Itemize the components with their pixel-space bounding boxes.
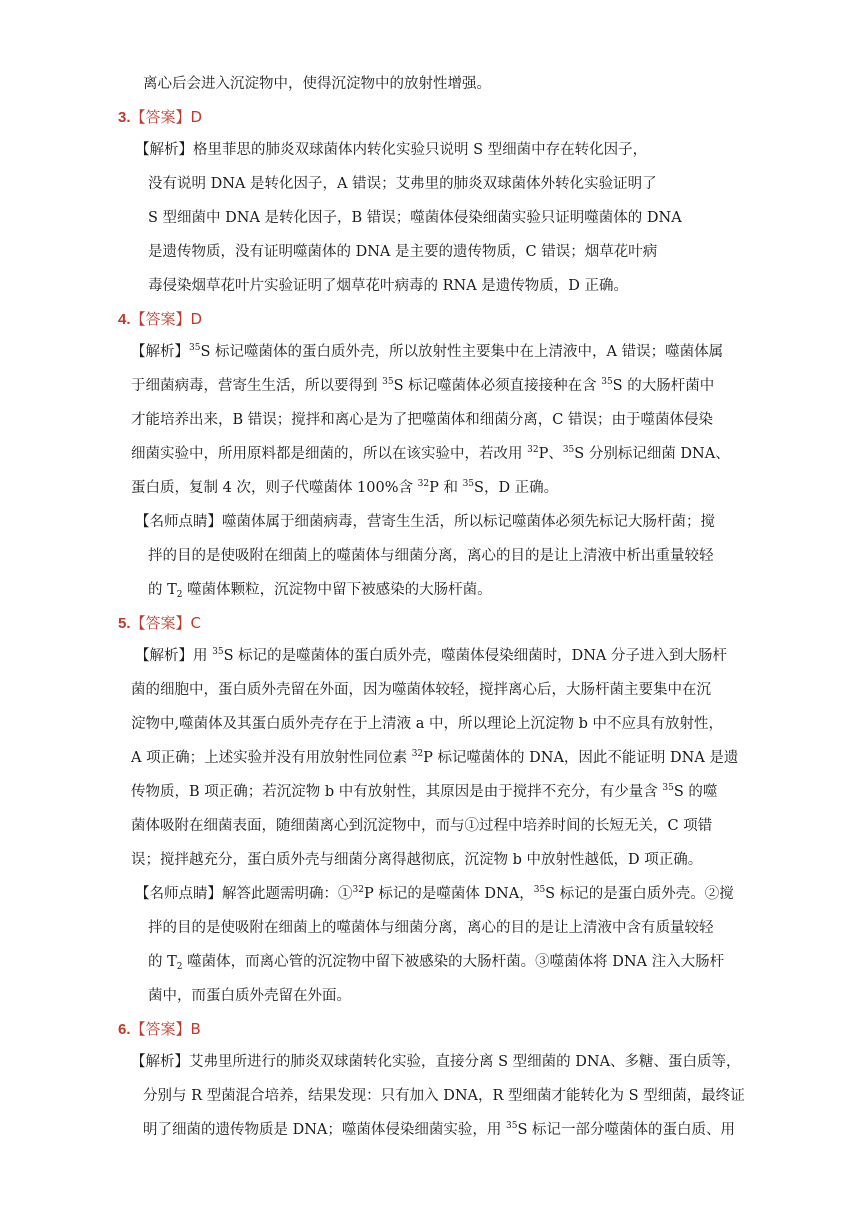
explanation-line: 【解析】格里菲思的肺炎双球菌体内转化实验只说明 S 型细菌中存在转化因子， bbox=[135, 142, 648, 158]
explanation-line: 传物质，B 项正确；若沉淀物 b 中有放射性，其原因是由于搅拌不充分，有少量含 $^{35}$S 的噬 bbox=[131, 783, 718, 800]
explanation-line: A 项正确；上述实验并没有用放射性同位素 $^{32}$P 标记噬菌体的 DNA，因此不能证明 DNA 是遗 bbox=[131, 749, 739, 766]
tip-line: 的 $T_2$ 噬菌体颗粒，沉淀物中留下被感染的大肠杆菌。 bbox=[148, 582, 492, 600]
answer-heading-4: 4.【答案】D bbox=[118, 310, 203, 328]
explanation-line: 毒侵染烟草花叶片实验证明了烟草花叶病毒的 RNA 是遗传物质，D 正确。 bbox=[148, 278, 629, 294]
explanation-line: 才能培养出来，B 错误；搅拌和离心是为了把噬菌体和细菌分离，C 错误；由于噬菌体侵染 bbox=[131, 412, 713, 428]
explanation-line: S 型细菌中 DNA 是转化因子，B 错误；噬菌体侵染细菌实验只证明噬菌体的 DNA bbox=[148, 210, 682, 226]
explanation-line: 菌的细胞中，蛋白质外壳留在外面，因为噬菌体较轻，搅拌离心后，大肠杆菌主要集中在沉 bbox=[131, 682, 711, 698]
tip-line: 【名师点睛】解答此题需明确：①$^{32}$P 标记的是噬菌体 DNA，$^{35}$S 标记的是蛋白质外壳。②搅 bbox=[135, 885, 734, 902]
explanation-line: 细菌实验中，所用原料都是细菌的，所以在该实验中，若改用 $^{32}$P、$^{35}$S 分别标记细菌 DNA、 bbox=[131, 445, 730, 462]
tip-line: 拌的目的是使吸附在细菌上的噬菌体与细菌分离，离心的目的是让上清液中析出重量较轻 bbox=[148, 548, 714, 564]
answer-heading-6: 6.【答案】B bbox=[118, 1020, 201, 1038]
explanation-line: 【解析】艾弗里所进行的肺炎双球菌转化实验，直接分离 S 型细菌的 DNA、多糖、蛋白质等， bbox=[131, 1054, 741, 1070]
tip-line: 拌的目的是使吸附在细菌上的噬菌体与细菌分离，离心的目的是让上清液中含有质量较轻 bbox=[148, 920, 714, 936]
tip-line: 【名师点睛】噬菌体属于细菌病毒，营寄生生活，所以标记噬菌体必须先标记大肠杆菌；搅 bbox=[135, 514, 715, 530]
explanation-line: 蛋白质，复制 4 次，则子代噬菌体 100%含 $^{32}$P 和 $^{35}$S，D 正确。 bbox=[131, 479, 559, 496]
explanation-line: 没有说明 DNA 是转化因子，A 错误；艾弗里的肺炎双球菌体外转化实验证明了 bbox=[148, 176, 657, 192]
explanation-line: 误；搅拌越充分，蛋白质外壳与细菌分离得越彻底，沉淀物 b 中放射性越低，D 项正确。 bbox=[131, 852, 703, 868]
text-line: 离心后会进入沉淀物中，使得沉淀物中的放射性增强。 bbox=[143, 76, 491, 92]
answer-heading-5: 5.【答案】C bbox=[118, 614, 201, 632]
explanation-line: 【解析】用 $^{35}$S 标记的是噬菌体的蛋白质外壳，噬菌体侵染细菌时，DNA 分子进入到大肠杆 bbox=[135, 647, 727, 664]
explanation-line: 淀物中,噬菌体及其蛋白质外壳存在于上清液 a 中，所以理论上沉淀物 b 中不应具有放射性， bbox=[131, 716, 723, 732]
explanation-line: 【解析】$^{35}$S 标记噬菌体的蛋白质外壳，所以放射性主要集中在上清液中，A 错误；噬菌体属 bbox=[131, 343, 724, 360]
tip-line: 的 $T_2$ 噬菌体，而离心管的沉淀物中留下被感染的大肠杆菌。③噬菌体将 DNA 注入大肠杆 bbox=[148, 954, 725, 972]
tip-line: 菌中，而蛋白质外壳留在外面。 bbox=[148, 988, 351, 1004]
explanation-line: 是遗传物质，没有证明噬菌体的 DNA 是主要的遗传物质，C 错误；烟草花叶病 bbox=[148, 244, 658, 260]
explanation-line: 菌体吸附在细菌表面，随细菌离心到沉淀物中，而与①过程中培养时间的长短无关，C 项错 bbox=[131, 818, 713, 834]
explanation-line: 于细菌病毒，营寄生生活，所以要得到 $^{35}$S 标记噬菌体必须直接接种在含 $^{35}$S 的大肠杆菌中 bbox=[131, 377, 715, 394]
answer-heading-3: 3.【答案】D bbox=[118, 108, 203, 126]
explanation-line: 分别与 R 型菌混合培养，结果发现：只有加入 DNA，R 型细菌才能转化为 S 型细菌，最终证 bbox=[143, 1088, 745, 1104]
explanation-line: 明了细菌的遗传物质是 DNA；噬菌体侵染细菌实验，用 $^{35}$S 标记一部分噬菌体的蛋白质、用 bbox=[143, 1121, 736, 1138]
